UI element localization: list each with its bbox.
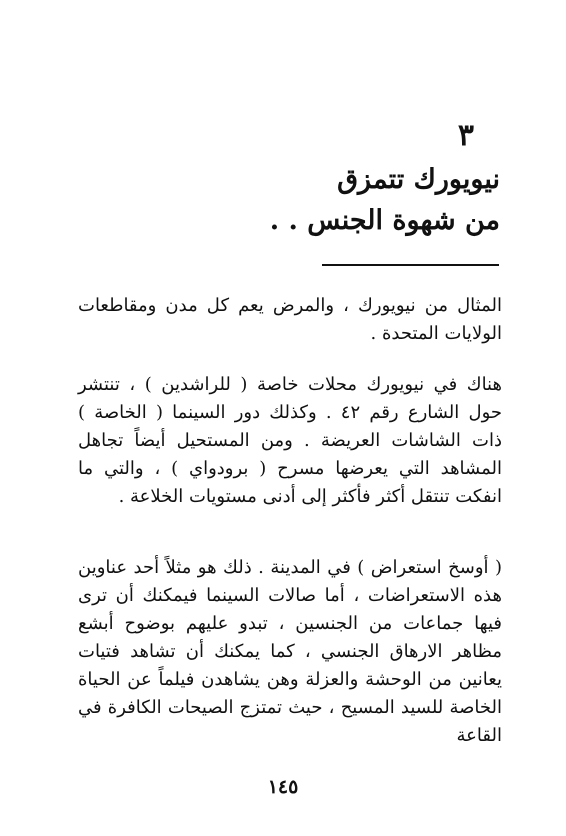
paragraph-2: هناك في نيويورك محلات خاصة ( للراشدين ) ، تنتشر حول الشارع رقم ٤٢ . وكذلك دور السينما ( الخاصة ) ذات الشاشات العريضة . ومن المستحيل أيضاً تجاهل المشاهد التي يعرضها مسرح ( برودواي ) ، والتي ما انفكت تنتقل أكثر فأكثر إلى أدنى مستويات الخلاعة .: [78, 374, 502, 507]
page-number: ١٤٥: [267, 776, 299, 798]
chapter-title-line-2: من شهوة الجنس . .: [269, 205, 500, 236]
chapter-number: ٣: [457, 118, 474, 153]
paragraph-3: ( أوسخ استعراض ) في المدينة . ذلك هو مثلاً أحد عناوين هذه الاستعراضات ، أما صالات السينما فيمكنك أن ترى فيها جماعات من الجنسين ، تبدو عليهم بوضوح أبشع مظاهر الارهاق الجنسي ، كما يمكنك أن تشاهد فتيات يعانين من الوحشة والعزلة وهن يشاهدن فيلماً عن الحياة الخاصة للسيد المسيح ، حيث تمتزج الصيحات الكافرة في القاعة: [78, 557, 502, 746]
paragraph-1: المثال من نيويورك ، والمرض يعم كل مدن ومقاطعات الولايات المتحدة .: [78, 295, 502, 344]
title-divider: [322, 264, 499, 266]
chapter-title-line-1: نيويورك تتمزق: [337, 164, 500, 195]
